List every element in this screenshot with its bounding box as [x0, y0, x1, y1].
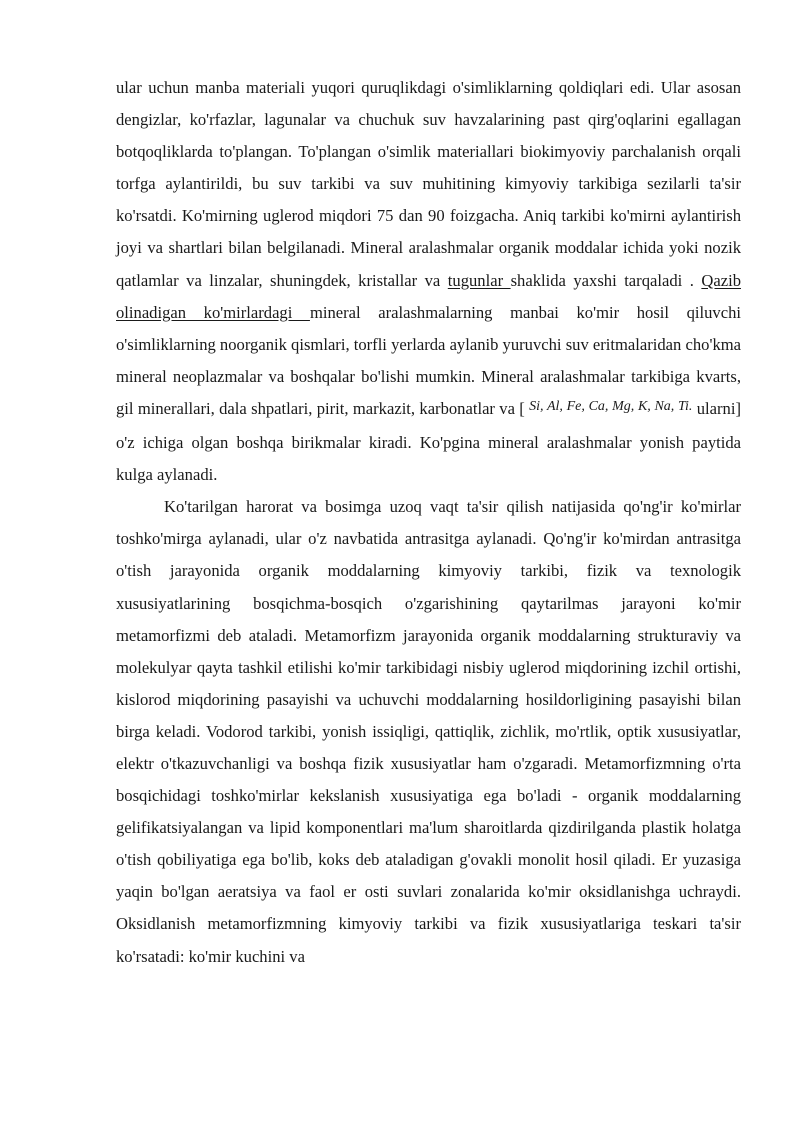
- link-qazib-olinadigan[interactable]: Qazib olinadigan ko'mirlardagi: [116, 270, 741, 322]
- link-tugunlar[interactable]: tugunlar: [447, 270, 511, 290]
- document-page: [116, 72, 741, 973]
- element-formula: Si, Al, Fe, Ca, Mg, K, Na, Ti.: [529, 398, 693, 414]
- paragraph-1-text-a: ular uchun manba materiali yuqori quruqlikdagi o'simliklarning qoldiqlari edi. Ular asosan dengizlar, ko'rfazlar, lagunalar va chuchuk suv havzalarining past qirg'oqlarini egallagan botqoqliklarda to'plangan. To'plangan o'simlik materiallari biokimyoviy parchalanish orqali torfga aylantirildi, bu suv tarkibi va suv muhitining kimyoviy tarkibiga sezilarli ta'sir ko'rsatdi. Ko'mirning uglerod miqdori 75 dan 90 foizgacha. Aniq tarkibi ko'mirni aylantirish joyi va shartlari bilan belgilanadi. Mineral aralashmalar organik moddalar ichida yoki nozik qatlamlar va linzalar, shuningdek, kristallar va: [116, 78, 741, 290]
- paragraph-1-text-b: shaklida yaxshi tarqaladi .: [510, 270, 702, 290]
- paragraph-1-text-c: mineral aralashmalarning manbai ko'mir hosil qiluvchi o'simliklarning noorganik qismlari, torfli yerlarda aylanib yuruvchi suv eritmalaridan cho'kma mineral neoplazmalar va boshqalar bo'lishi mumkin. Mineral aralashmalar tarkibiga kvarts, gil minerallari, dala shpatlari, pirit, markazit, karbonatlar va [: [116, 302, 742, 418]
- paragraph-1: [116, 72, 741, 491]
- paragraph-2: Ko'tarilgan harorat va bosimga uzoq vaqt ta'sir qilish natijasida qo'ng'ir ko'mirlar toshko'mirga aylanadi, ular o'z navbatida antrasitga aylanadi. Qo'ng'ir ko'mirdan antrasitga o'tish jarayonida organik moddalarning kimyoviy tarkibi, fizik va texnologik xususiyatlarining bosqichma-bosqich o'zgarishining qaytarilmas jarayoni ko'mir metamorfizmi deb ataladi. Metamorfizm jarayonida organik moddalarning strukturaviy va molekulyar qayta tashkil etilishi ko'mir tarkibidagi nisbiy uglerod miqdorining izchil ortishi, kislorod miqdorining pasayishi va uchuvchi moddalarning hosildorligining pasayishi bilan birga keladi. Vodorod tarkibi, yonish issiqligi, qattiqlik, zichlik, mo'rtlik, optik xususiyatlar, elektr o'tkazuvchanligi va boshqa fizik xususiyatlar ham o'zgaradi. Metamorfizmning o'rta bosqichidagi toshko'mirlar kekslanish xususiyatiga ega bo'ladi - organik moddalarning gelifikatsiyalangan va lipid komponentlari ma'lum sharoitlarda qizdirilganda plastik holatga o'tish qobiliyatiga ega bo'lib, koks deb ataladigan g'ovakli monolit hosil qiladi. Er yuzasiga yaqin bo'lgan aeratsiya va faol er osti suvlari zonalarida ko'mir oksidlanishga uchraydi. Oksidlanish metamorfizmning kimyoviy tarkibi va fizik xususiyatlariga teskari ta'sir ko'rsatadi: ko'mir kuchini va: [116, 497, 741, 966]
- paragraph-1-text-d: ularni] o'z ichiga olgan boshqa birikmalar kiradi. Ko'pgina mineral aralashmalar yonish paytida kulga aylanadi.: [116, 398, 741, 485]
